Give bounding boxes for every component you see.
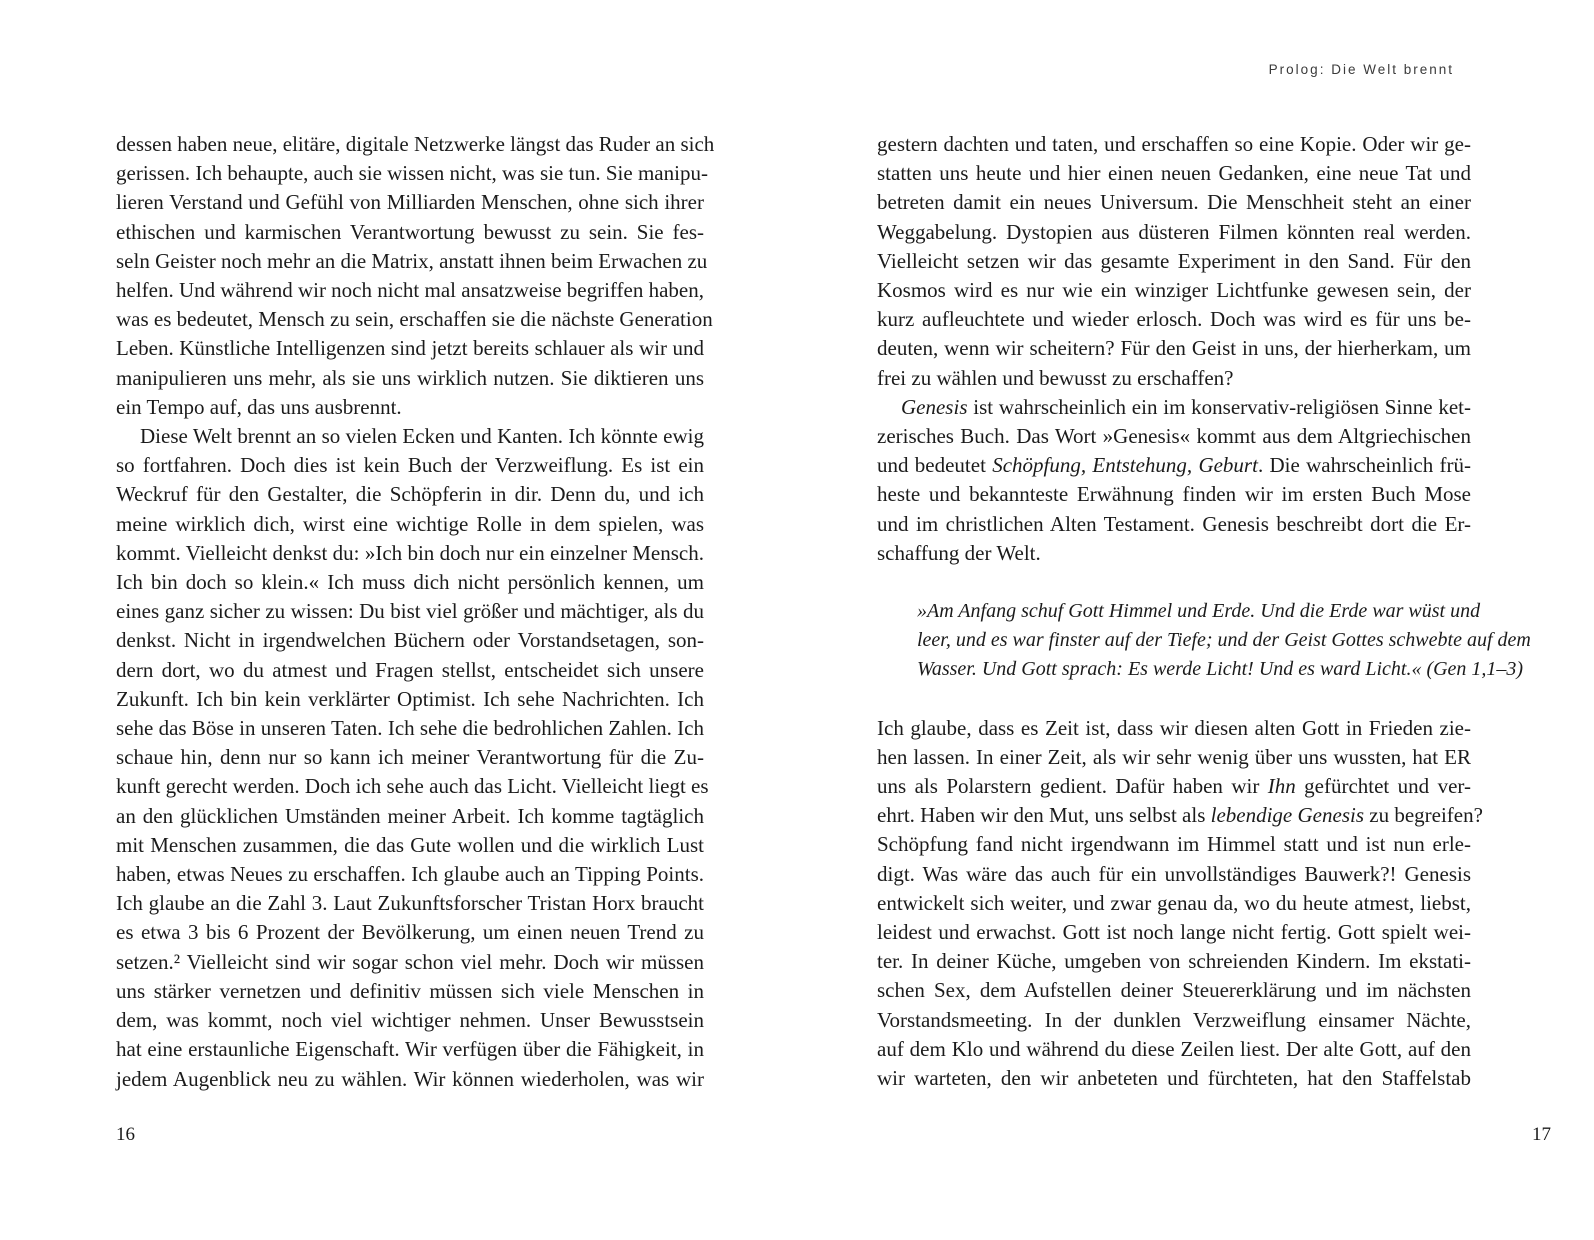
paragraph <box>877 130 1471 393</box>
quote-line: »Am Anfang schuf Gott Himmel und Erde. Und die Erde war wüst und <box>917 600 1481 623</box>
text-line: kunft gerecht werden. Doch ich sehe auch das Licht. Vielleicht liegt es <box>116 774 709 799</box>
text-line: dem, was kommt, noch viel wichtiger nehmen. Unser Bewusstsein <box>116 1008 704 1033</box>
text-line: schaffung der Welt. <box>877 540 1041 565</box>
text-line: seln Geister noch mehr an die Matrix, anstatt ihnen beim Erwachen zu <box>116 248 708 273</box>
text-span: ist wahrscheinlich ein im konservativ-religiösen Sinne ket- <box>967 394 1471 419</box>
text-line <box>877 801 1483 830</box>
right-body-text <box>877 130 1531 1093</box>
text-line: lieren Verstand und Gefühl von Milliarden Menschen, ohne sich ihrer <box>116 190 704 215</box>
text-line: entwickelt sich weiter, und zwar genau da, wo du heute atmest, liebst, <box>877 890 1471 915</box>
text-line: ethischen und karmischen Verantwortung bewusst zu sein. Sie fes- <box>116 219 704 244</box>
text-line <box>877 393 1471 422</box>
text-line: es etwa 3 bis 6 Prozent der Bevölkerung, um einen neuen Trend zu <box>116 920 704 945</box>
text-line: denkst. Nicht in irgendwelchen Büchern oder Vorstandsetagen, son- <box>116 628 704 653</box>
text-line: hat eine erstaunliche Eigenschaft. Wir verfügen über die Fähigkeit, in <box>116 1037 704 1062</box>
text-line: gerissen. Ich behaupte, auch sie wissen nicht, was sie tun. Sie manipu- <box>116 161 708 186</box>
text-line: leidest und erwachst. Gott ist noch lange nicht fertig. Gott spielt wei- <box>877 920 1471 945</box>
text-line: statten uns heute und hier einen neuen Gedanken, eine neue Tat und <box>877 161 1471 186</box>
text-line: setzen.² Vielleicht sind wir sogar schon viel mehr. Doch wir müssen <box>116 949 704 974</box>
page-number: 16 <box>116 1124 135 1145</box>
text-line: digt. Was wäre das auch für ein unvollständiges Bauwerk?! Genesis <box>877 861 1471 886</box>
right-page <box>797 0 1594 1240</box>
text-line: Vielleicht setzen wir das gesamte Experiment in den Sand. Für den <box>877 248 1471 273</box>
text-line: manipulieren uns mehr, als sie uns wirklich nutzen. Sie diktieren uns <box>116 365 704 390</box>
text-line: ein Tempo auf, das uns ausbrennt. <box>116 394 402 419</box>
text-line: meine wirklich dich, wirst eine wichtige Rolle in dem spielen, was <box>116 511 704 536</box>
italic-text: lebendige Genesis <box>1210 803 1364 828</box>
page-number: 17 <box>1532 1124 1551 1145</box>
running-head: Prolog: Die Welt brennt <box>1268 62 1454 77</box>
text-line: Ich glaube, dass es Zeit ist, dass wir diesen alten Gott in Frieden zie- <box>877 715 1471 740</box>
text-line: Schöpfung fand nicht irgendwann im Himmel statt und ist nun erle- <box>877 832 1471 857</box>
paragraph <box>116 422 709 1094</box>
text-line: frei zu wählen und bewusst zu erschaffen? <box>877 365 1234 390</box>
text-line: so fortfahren. Doch dies ist kein Buch der Verzweiflung. Es ist ein <box>116 453 704 478</box>
text-line: schen Sex, dem Aufstellen deiner Steuererklärung und im nächsten <box>877 978 1471 1003</box>
text-line: sehe das Böse in unseren Taten. Ich sehe die bedrohlichen Zahlen. Ich <box>116 716 704 741</box>
quote-line: Wasser. Und Gott sprach: Es werde Licht! Und es ward Licht.« (Gen 1,1–3) <box>917 658 1524 681</box>
text-line: Weckruf für den Gestalter, die Schöpferin in dir. Denn du, und ich <box>116 482 704 507</box>
quote-line: leer, und es war finster auf der Tiefe; und der Geist Gottes schwebte auf dem <box>917 629 1531 652</box>
text-line: Zukunft. Ich bin kein verklärter Optimist. Ich sehe Nachrichten. Ich <box>116 686 704 711</box>
text-line: haben, etwas Neues zu erschaffen. Ich glaube auch an Tipping Points. <box>116 862 704 887</box>
text-line: Kosmos wird es nur wie ein winziger Lichtfunke gewesen sein, der <box>877 278 1471 303</box>
text-span: gefürchtet und ver- <box>1295 774 1471 799</box>
text-line: dern dort, wo du atmest und Fragen stellst, entscheidet sich unsere <box>116 657 704 682</box>
text-line: heste und bekannteste Erwähnung finden wir im ersten Buch Mose <box>877 482 1471 507</box>
bible-quote <box>917 597 1531 685</box>
text-line: Ich glaube an die Zahl 3. Laut Zukunftsforscher Tristan Horx braucht <box>116 891 704 916</box>
text-line: betreten damit ein neues Universum. Die Menschheit steht an einer <box>877 190 1471 215</box>
text-span: . Die wahrscheinlich frü- <box>1257 453 1471 478</box>
text-line: mit Menschen zusammen, die das Gute wollen und die wirklich Lust <box>116 832 704 857</box>
text-line: schaue hin, denn nur so kann ich meiner Verantwortung für die Zu- <box>116 745 704 770</box>
text-line: helfen. Und während wir noch nicht mal ansatzweise begriffen haben, <box>116 278 704 303</box>
text-line: Weggabelung. Dystopien aus düsteren Filmen könnten real werden. <box>877 219 1471 244</box>
paragraph <box>116 130 715 422</box>
text-line: zerisches Buch. Das Wort »Genesis« kommt aus dem Altgriechischen <box>877 424 1471 449</box>
text-line: an den glücklichen Umständen meiner Arbeit. Ich komme tagtäglich <box>116 803 704 828</box>
text-line <box>877 772 1471 801</box>
text-line: kommt. Vielleicht denkst du: »Ich bin doch nur ein einzelner Mensch. <box>116 540 704 565</box>
text-span: zu begreifen? <box>1364 803 1483 828</box>
text-line: Leben. Künstliche Intelligenzen sind jetzt bereits schlauer als wir und <box>116 336 704 361</box>
text-line: uns stärker vernetzen und definitiv müssen sich viele Menschen in <box>116 978 704 1003</box>
text-line: Diese Welt brennt an so vielen Ecken und Kanten. Ich könnte ewig <box>140 424 704 449</box>
text-line: was es bedeutet, Mensch zu sein, erschaffen sie die nächste Generation <box>116 307 713 332</box>
text-line: Ich bin doch so klein.« Ich muss dich nicht persönlich kennen, um <box>116 570 704 595</box>
text-line: auf dem Klo und während du diese Zeilen liest. Der alte Gott, auf den <box>877 1036 1471 1061</box>
text-span: und bedeutet <box>877 453 993 478</box>
text-line: jedem Augenblick neu zu wählen. Wir können wiederholen, was wir <box>116 1066 704 1091</box>
text-line: Vorstandsmeeting. In der dunklen Verzweiflung einsamer Nächte, <box>877 1007 1471 1032</box>
text-line: gestern dachten und taten, und erschaffen so eine Kopie. Oder wir ge- <box>877 132 1471 156</box>
left-body-text <box>116 130 715 1094</box>
text-line: ter. In deiner Küche, umgeben von schreienden Kindern. Im ekstati- <box>877 949 1471 974</box>
text-line: eines ganz sicher zu wissen: Du bist viel größer und mächtiger, als du <box>116 599 704 624</box>
text-span: uns als Polarstern gedient. Dafür haben wir <box>877 774 1268 799</box>
italic-text: Ihn <box>1267 774 1296 799</box>
paragraph <box>877 714 1483 1094</box>
text-line: kurz aufleuchtete und wieder erlosch. Doch was wird es für uns be- <box>877 307 1471 332</box>
paragraph <box>877 393 1471 568</box>
text-line: und im christlichen Alten Testament. Genesis beschreibt dort die Er- <box>877 511 1471 536</box>
text-line: dessen haben neue, elitäre, digitale Netzwerke längst das Ruder an sich <box>116 132 715 156</box>
italic-text: Schöpfung, Entstehung, Geburt <box>992 453 1258 478</box>
italic-text: Genesis <box>901 394 968 419</box>
text-span: ehrt. Haben wir den Mut, uns selbst als <box>877 803 1211 828</box>
text-line <box>877 451 1471 480</box>
text-line: hen lassen. In einer Zeit, als wir sehr wenig über uns wussten, hat ER <box>877 744 1471 769</box>
text-line: deuten, wenn wir scheitern? Für den Geist in uns, der hierherkam, um <box>877 336 1471 361</box>
text-line: wir warteten, den wir anbeteten und fürchteten, hat den Staffelstab <box>877 1066 1471 1091</box>
